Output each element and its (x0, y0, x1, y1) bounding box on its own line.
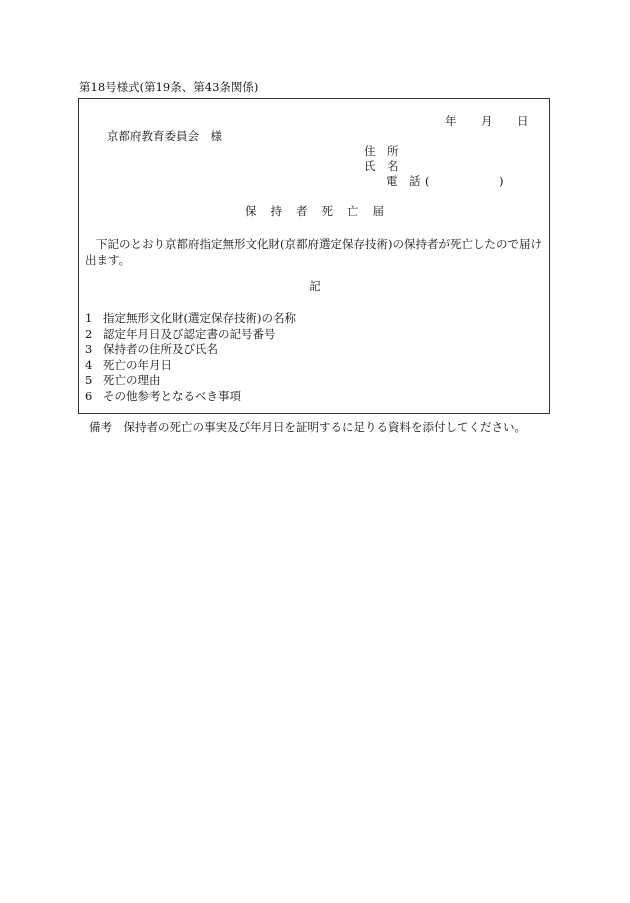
document-title (0, 206, 630, 218)
item-text: 死亡の理由 (103, 373, 161, 387)
body-text: 下記のとおり京都府指定無形文化財(京都府選定保存技術)の保持者が死亡したので届け出ます。 (85, 237, 542, 267)
item-number: 1 (85, 311, 93, 325)
date-year-label: 年 (445, 114, 457, 128)
list-item (85, 373, 296, 389)
item-number: 3 (85, 342, 93, 356)
note: 備考 保持者の死亡の事実及び年月日を証明するに足りる資料を添付してください。 (89, 420, 526, 434)
title-char: 者 (296, 204, 309, 218)
item-text: その他参考となるべき事項 (103, 388, 241, 403)
phone-open-paren: ( (425, 174, 430, 188)
recipient: 京都府教育委員会 様 (107, 129, 222, 143)
form-header: 第18号様式(第19条、第43条関係) (79, 80, 259, 94)
list-item (85, 342, 296, 358)
date-day-label: 日 (517, 114, 529, 128)
name-label: 氏 名 (364, 159, 399, 173)
item-number: 4 (85, 357, 93, 372)
title-char: 亡 (347, 204, 360, 218)
phone-close-paren: ) (499, 174, 504, 188)
items-list (85, 311, 296, 404)
item-text: 保持者の住所及び氏名 (103, 342, 218, 356)
item-text: 指定無形文化財(選定保存技術)の名称 (103, 311, 296, 325)
title-char: 持 (270, 204, 283, 218)
list-item (85, 358, 296, 374)
item-number: 6 (85, 388, 93, 403)
item-number: 5 (85, 373, 93, 387)
ki-heading: 記 (309, 279, 321, 293)
title-char: 届 (372, 204, 385, 218)
date-month-label: 月 (481, 114, 493, 128)
item-text: 死亡の年月日 (103, 357, 172, 372)
title-char: 保 (245, 204, 258, 218)
item-text: 認定年月日及び認定書の記号番号 (103, 326, 276, 341)
phone-label: 電 話 (386, 174, 421, 188)
item-number: 2 (85, 326, 93, 341)
list-item (85, 327, 296, 343)
address-label: 住 所 (364, 144, 399, 158)
title-char: 死 (321, 204, 334, 218)
list-item (85, 389, 296, 405)
list-item (85, 311, 296, 327)
